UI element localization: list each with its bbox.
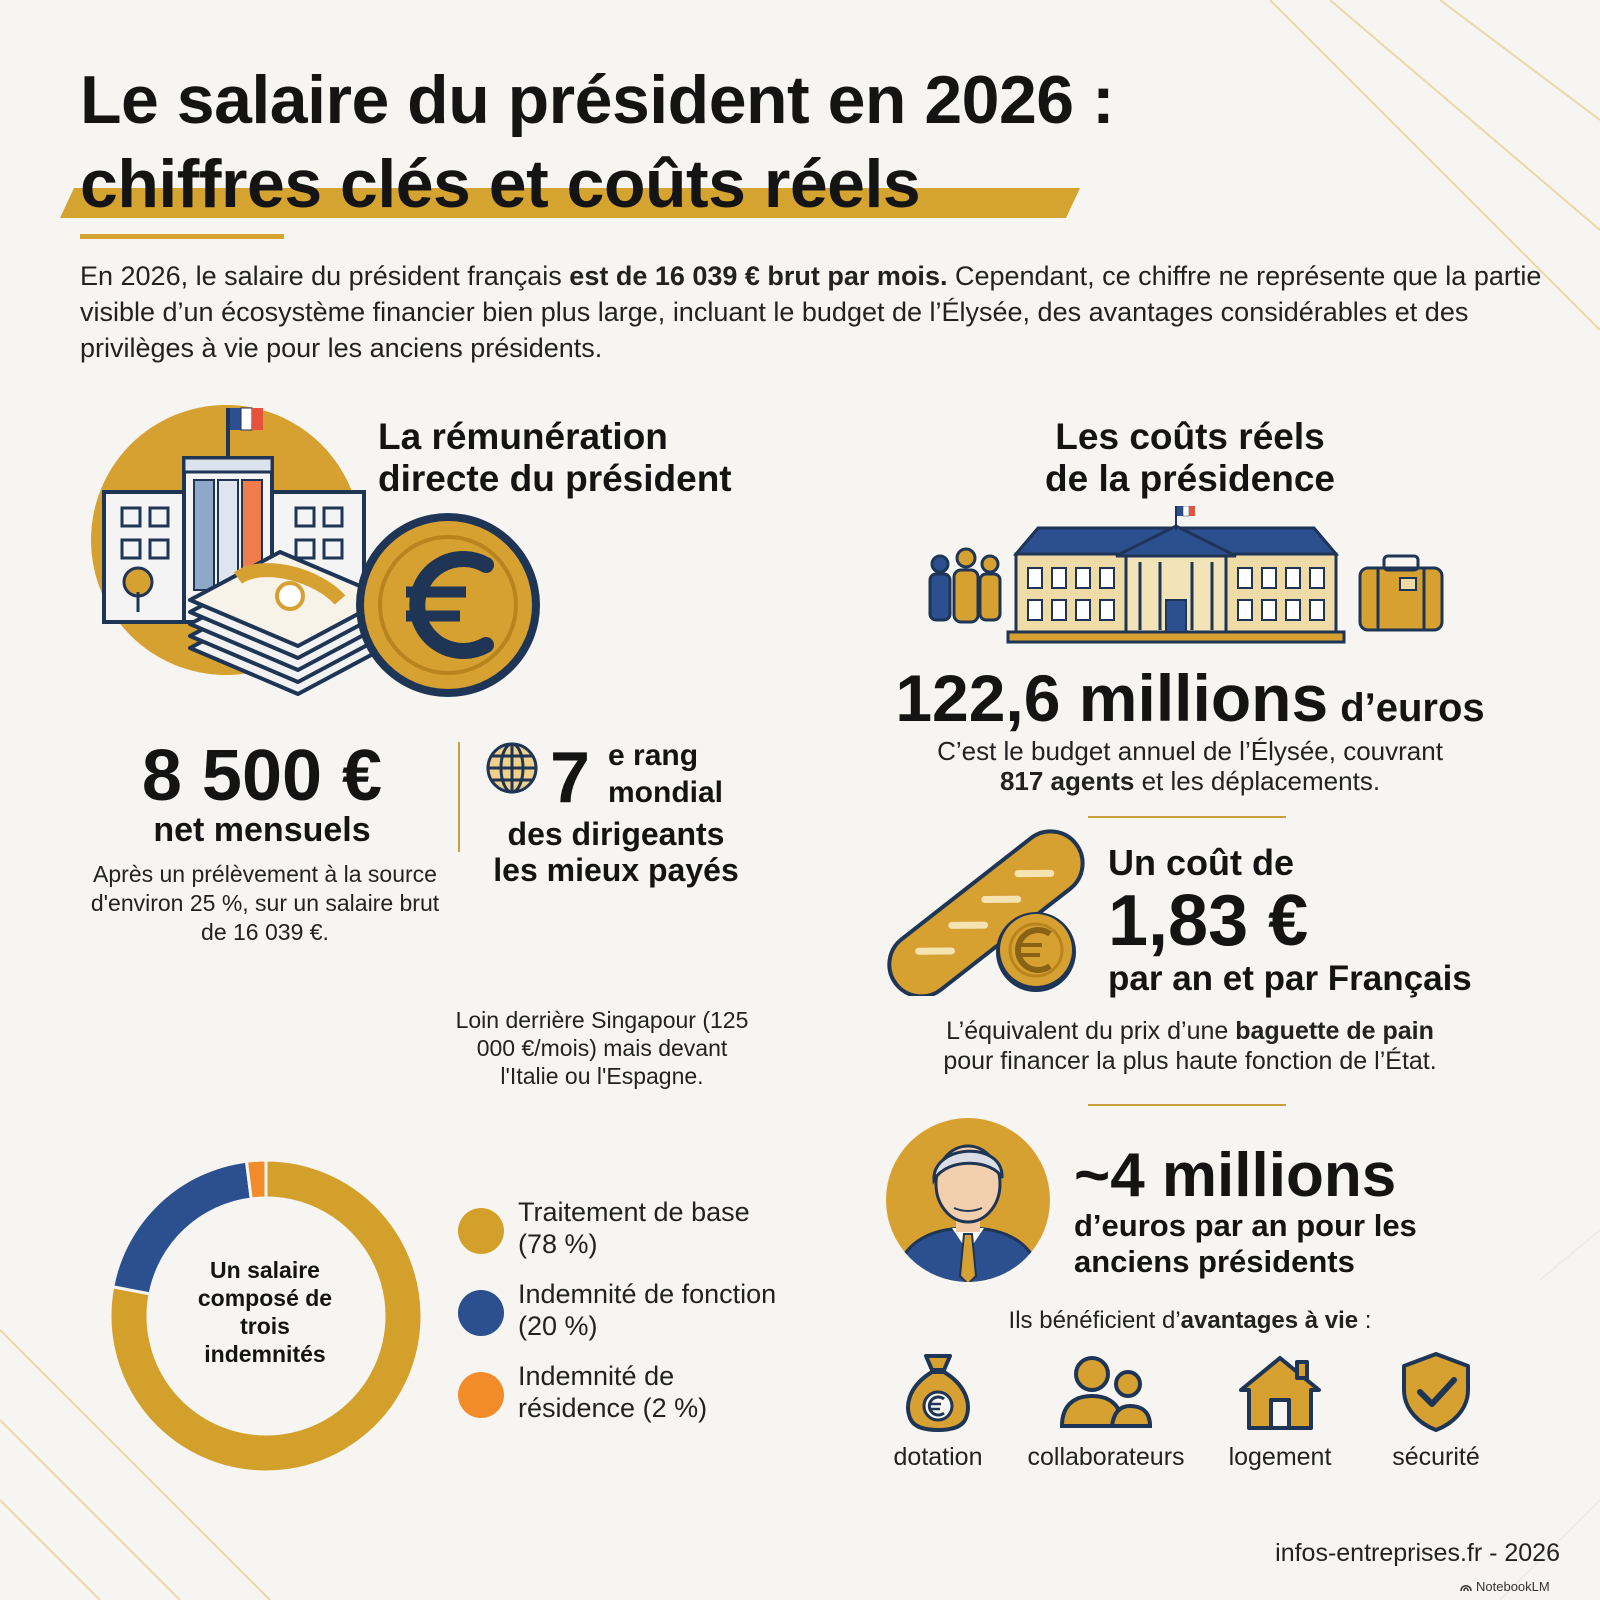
legend-swatch bbox=[458, 1208, 504, 1254]
rank-note: Loin derrière Singapour (125 000 €/mois) mais devant l'Italie ou l'Espagne. bbox=[455, 1007, 749, 1089]
intro-paragraph bbox=[80, 258, 1560, 366]
globe-icon bbox=[484, 740, 540, 796]
baguette-note-text-1: L’équivalent du prix d’une bbox=[946, 1017, 1236, 1045]
baguette-note-text-2: pour financer la plus haute fonction de l’État. bbox=[943, 1047, 1437, 1075]
cost-per-citizen-pre: Un coût de bbox=[1108, 842, 1294, 883]
money-bag-icon bbox=[898, 1350, 978, 1434]
costs-heading bbox=[960, 416, 1420, 500]
legend-label: Indemnité de fonction (20 %) bbox=[518, 1279, 777, 1341]
former-sub-line-2: anciens présidents bbox=[1074, 1244, 1355, 1279]
cost-per-citizen-post: par an et par Français bbox=[1108, 959, 1472, 998]
benefits-intro-text-1: Ils bénéficient d’ bbox=[1008, 1307, 1181, 1334]
notebooklm-label: NotebookLM bbox=[1476, 1579, 1550, 1594]
elysee-budget-note bbox=[880, 736, 1500, 796]
intro-text-bold: est de 16 039 € brut par mois. bbox=[569, 261, 948, 291]
elysee-budget-unit: d’euros bbox=[1340, 686, 1485, 730]
net-salary-note: Après un prélèvement à la source d'environ 25 %, sur un salaire brut de 16 039 €. bbox=[90, 861, 440, 945]
legend-label: Indemnité de résidence (2 %) bbox=[518, 1361, 708, 1423]
costs-heading-line-2: de la présidence bbox=[1045, 458, 1335, 499]
section-divider bbox=[1088, 1104, 1286, 1106]
house-icon bbox=[1235, 1350, 1325, 1434]
rank-superscript: e rang bbox=[608, 739, 699, 772]
benefit-dotation bbox=[843, 1350, 1033, 1480]
elysee-palace-illustration bbox=[926, 506, 1446, 656]
benefit-label: logement bbox=[1228, 1443, 1332, 1471]
rank-label bbox=[466, 816, 766, 888]
budget-note-text-1: C’est le budget annuel de l’Élysée, couvrant bbox=[937, 736, 1443, 766]
baguette-note bbox=[880, 1016, 1500, 1076]
legend-swatch bbox=[458, 1290, 504, 1336]
vertical-divider bbox=[458, 742, 460, 852]
section-divider bbox=[1088, 816, 1286, 818]
benefit-securite bbox=[1341, 1350, 1531, 1480]
notebooklm-badge bbox=[1460, 1578, 1598, 1596]
rank-label-line-2: les mieux payés bbox=[493, 852, 739, 888]
benefit-collaborateurs bbox=[1011, 1350, 1201, 1480]
footer-source: infos-entreprises.fr - 2026 bbox=[1275, 1539, 1560, 1567]
former-president-portrait bbox=[884, 1116, 1052, 1284]
people-icon bbox=[1058, 1350, 1154, 1434]
costs-heading-line-1: Les coûts réels bbox=[1055, 416, 1325, 457]
legend-label: Traitement de base (78 %) bbox=[518, 1197, 750, 1259]
remuneration-heading bbox=[378, 416, 798, 500]
net-salary-amount: 8 500 € bbox=[141, 736, 383, 816]
former-sub-line-1: d’euros par an pour les bbox=[1074, 1208, 1417, 1243]
elysee-budget bbox=[870, 660, 1510, 736]
budget-note-agents: 817 agents bbox=[999, 766, 1135, 796]
cost-per-citizen-amount: 1,83 € bbox=[1108, 881, 1309, 961]
legend-item bbox=[458, 1360, 778, 1430]
rank-subscript: mondial bbox=[608, 776, 724, 809]
donut-slice-2 bbox=[246, 1160, 266, 1199]
baguette-note-bold: baguette de pain bbox=[1235, 1017, 1434, 1045]
benefits-intro bbox=[880, 1306, 1500, 1336]
benefits-intro-bold: avantages à vie bbox=[1180, 1307, 1359, 1334]
benefit-label: sécurité bbox=[1392, 1443, 1480, 1471]
legend-swatch bbox=[458, 1372, 504, 1418]
remuneration-heading-line-1: La rémunération bbox=[378, 416, 668, 457]
rank-number: 7 bbox=[550, 738, 591, 818]
title-line-2: chiffres clés et coûts réels bbox=[80, 146, 921, 222]
benefits-intro-text-2: : bbox=[1358, 1307, 1372, 1334]
legend-item bbox=[458, 1196, 778, 1266]
budget-note-text-2: et les déplacements. bbox=[1134, 766, 1381, 796]
intro-text-1: En 2026, le salaire du président français bbox=[80, 261, 570, 291]
page-title bbox=[80, 58, 1380, 226]
net-salary-label: net mensuels bbox=[153, 811, 371, 849]
benefit-label: collaborateurs bbox=[1027, 1443, 1185, 1471]
benefit-label: dotation bbox=[893, 1443, 983, 1471]
intro-text-2: Cependant, ce chiffre ne représente que la partie visible d’un écosystème financier bien plus large, incluant le budget de l’Élysée, des avantages considérables et des privilèges à vie pour les anciens présidents. bbox=[80, 261, 1542, 363]
notebooklm-logo-icon bbox=[1460, 1582, 1472, 1592]
former-presidents-sub bbox=[1074, 1208, 1494, 1280]
shield-check-icon bbox=[1396, 1350, 1476, 1434]
elysee-budget-amount: 122,6 millions bbox=[895, 661, 1329, 735]
baguette-coin-illustration bbox=[880, 826, 1090, 996]
former-presidents-amount: ~4 millions bbox=[1074, 1141, 1397, 1210]
remuneration-heading-line-2: directe du président bbox=[378, 458, 732, 499]
rank-label-line-1: des dirigeants bbox=[507, 816, 725, 852]
title-rule bbox=[80, 234, 284, 239]
donut-center-label: Un salaire composé de trois indemnités bbox=[197, 1257, 333, 1367]
legend-item bbox=[458, 1278, 778, 1348]
title-line-1: Le salaire du président en 2026 : bbox=[80, 62, 1115, 138]
